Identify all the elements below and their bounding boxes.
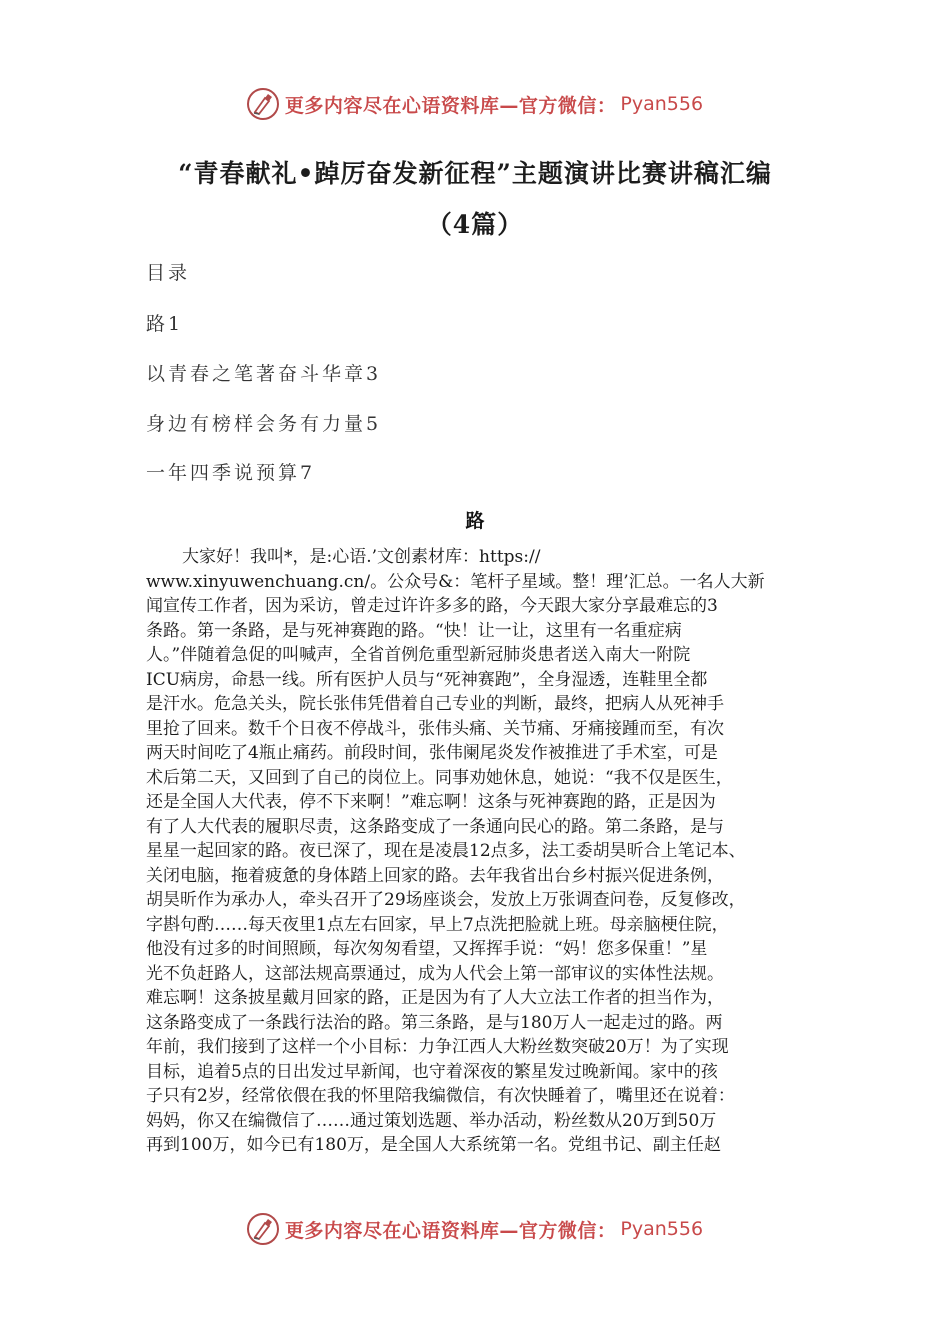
body-line: 里抢了回来。数千个日夜不停战斗，张伟头痛、关节痛、牙痛接踵而至，有次 [146,718,724,739]
toc-item[interactable]: 路1 [146,313,184,335]
body-line: 子只有2岁，经常依偎在我的怀里陪我编微信，有次快睡着了，嘴里还在说着： [146,1086,735,1106]
body-line: 人。”伴随着急促的叫喊声，全省首例危重型新冠肺炎患者送入南大一附院 [146,645,691,665]
body-line: 有了人大代表的履职尽责，这条路变成了一条通向民心的路。第二条路，是与 [146,816,724,837]
body-line: 光不负赶路人，这部法规高票通过，成为人代会上第一部审议的实体性法规。 [146,963,724,984]
body-line: 闻宣传工作者，因为采访，曾走过许许多多的路，今天跟大家分享最难忘的3 [146,596,718,616]
section-body [146,545,810,1158]
body-line: 还是全国人大代表，停不下来啊！”难忘啊！这条与死神赛跑的路，正是因为 [146,792,716,812]
toc-item[interactable]: 以青春之笔著奋斗华章3 [146,363,382,385]
footer-banner [0,1209,950,1249]
body-line: 妈妈，你又在编微信了……通过策划选题、举办活动，粉丝数从20万到50万 [146,1110,717,1131]
toc-item[interactable]: 一年四季说预算7 [146,462,316,484]
body-line: 他没有过多的时间照顾，每次匆匆看望，又挥挥手说：“妈！您多保重！”星 [146,939,708,959]
body-line: 再到100万，如今已有180万，是全国人大系统第一名。党组书记、副主任赵 [146,1135,721,1155]
body-line: 术后第二天，又回到了自己的岗位上。同事劝她休息，她说：“我不仅是医生， [146,767,733,788]
document-title: “青春献礼•踔厉奋发新征程”主题演讲比赛讲稿汇编 [178,159,772,188]
body-line: 目标，追着5点的日出发过早新闻，也守着深夜的繁星发过晚新闻。家中的孩 [146,1061,718,1082]
body-line: www.xinyuwenchuang.cn/。公众号&：笔杆子星域。整！理’汇总。一名人大新 [146,571,765,592]
body-line: 是汗水。危急关头，院长张伟凭借着自己专业的判断，最终，把病人从死神手 [146,694,724,714]
banner-contact: Pyan556 [620,93,704,115]
document-subtitle: （4篇） [426,210,524,239]
banner-text: 更多内容尽在心语资料库—官方微信： [284,94,617,117]
body-line: 关闭电脑，拖着疲惫的身体踏上回家的路。去年我省出台乡村振兴促进条例， [146,865,724,886]
pen-logo-icon [247,1213,279,1245]
header-banner [0,84,950,124]
pen-logo-icon [247,88,279,120]
banner-text: 更多内容尽在心语资料库—官方微信： [284,1219,617,1242]
body-line: 难忘啊！这条披星戴月回家的路，正是因为有了人大立法工作者的担当作为， [146,988,724,1008]
body-line: 条路。第一条路，是与死神赛跑的路。“快！让一让，这里有一名重症病 [146,620,682,641]
body-line: 这条路变成了一条践行法治的路。第三条路，是与180万人一起走过的路。两 [146,1012,723,1033]
body-line: 字斟句酌……每天夜里1点左右回家，早上7点洗把脸就上班。母亲脑梗住院， [146,914,729,935]
section-title: 路 [465,510,485,532]
banner-contact: Pyan556 [620,1218,704,1240]
toc-item[interactable]: 身边有榜样会务有力量5 [146,413,382,435]
body-line: 大家好！我叫*，是:心语.’文创素材库：https:// [182,547,541,567]
body-line: 星星一起回家的路。夜已深了，现在是凌晨12点多，法工委胡昊昕合上笔记本、 [146,841,746,861]
toc-heading: 目录 [146,262,191,284]
body-line: 胡昊昕作为承办人，牵头召开了29场座谈会，发放上万张调查问卷，反复修改， [146,890,746,910]
body-line: 年前，我们接到了这样一个小目标：力争江西人大粉丝数突破20万！为了实现 [146,1037,729,1057]
body-line: ICU病房，命悬一线。所有医护人员与“死神赛跑”，全身湿透，连鞋里全都 [146,669,708,690]
body-line: 两天时间吃了4瓶止痛药。前段时间，张伟阑尾炎发作被推进了手术室，可是 [146,743,718,763]
